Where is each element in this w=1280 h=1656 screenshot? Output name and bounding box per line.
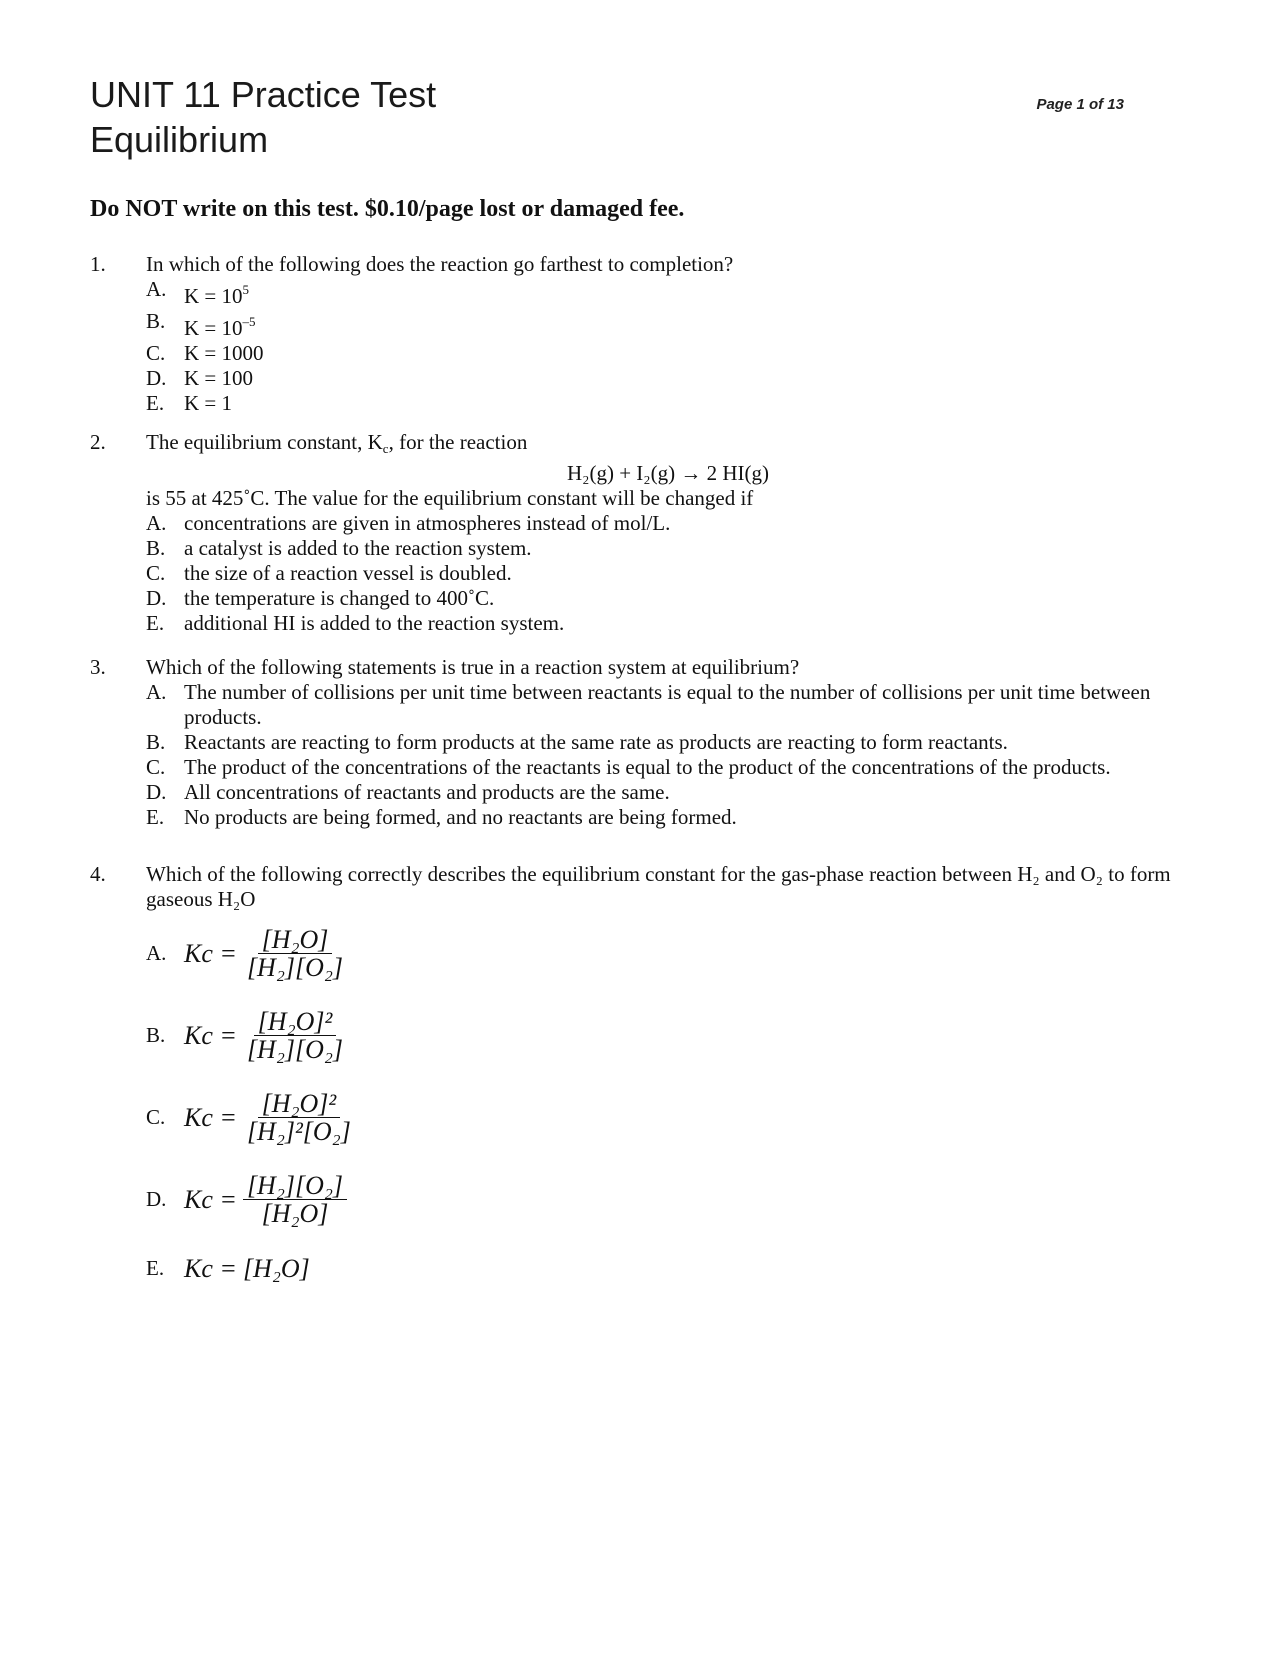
choice-letter: E. [146, 611, 165, 635]
kc-label: Kc = [184, 1020, 237, 1050]
fraction [243, 1006, 347, 1064]
choice-text: K = 1000 [184, 341, 264, 365]
choice-letter: A. [146, 511, 167, 535]
question-stem: Which of the following statements is true in a reaction system at equilibrium? [146, 655, 800, 679]
choice-b[interactable] [146, 730, 1190, 755]
choice-c[interactable] [146, 755, 1190, 780]
choice-e[interactable] [146, 805, 1190, 830]
numerator: [H₂O]² [254, 1009, 337, 1036]
choice-text: All concentrations of reactants and products are the same. [184, 780, 670, 804]
numerator: [H₂][O₂] [243, 1173, 347, 1200]
choice-letter: B. [146, 536, 166, 560]
choice-e[interactable] [146, 391, 1190, 416]
question-stem: In which of the following does the reaction go farthest to completion? [146, 252, 734, 276]
question-stem-continued: is 55 at 425˚C. The value for the equilibrium constant will be changed if [146, 486, 754, 510]
question-stem: Which of the following correctly describes the equilibrium constant for the gas-phase reaction between H₂ and O₂ to form gaseous H₂O [146, 862, 1171, 911]
kc-label: Kc = [184, 1253, 237, 1283]
choice-text: K = 10 [184, 316, 243, 340]
choice-text: No products are being formed, and no reactants are being formed. [184, 805, 737, 829]
choice-text: Reactants are reacting to form products at the same rate as products are reacting to form reactants. [184, 730, 1008, 754]
choice-text: K = 1 [184, 391, 233, 415]
numerator: [H₂O] [258, 927, 333, 954]
choice-letter: E. [146, 1255, 165, 1280]
question-2 [90, 430, 1190, 636]
choice-a[interactable] [146, 277, 1190, 309]
kc-label: Kc = [184, 1184, 237, 1214]
choice-letter: A. [146, 940, 167, 965]
kc-label: Kc = [184, 938, 237, 968]
choice-d[interactable] [146, 780, 1190, 805]
question-number: 3. [90, 655, 106, 679]
choice-letter: A. [146, 277, 167, 301]
fraction [243, 1088, 355, 1146]
choice-d[interactable] [146, 1158, 1190, 1240]
fraction [243, 924, 347, 982]
choice-text: concentrations are given in atmospheres instead of mol/L. [184, 511, 671, 535]
choice-b[interactable] [146, 994, 1190, 1076]
choice-text: the temperature is changed to 400˚C. [184, 586, 495, 610]
choice-letter: A. [146, 680, 167, 704]
expression: [H₂O] [242, 1253, 310, 1283]
denominator: [H₂][O₂] [246, 952, 344, 982]
choice-text: the size of a reaction vessel is doubled. [184, 561, 512, 585]
title-line-1: UNIT 11 Practice Test [90, 74, 437, 115]
choice-c[interactable] [146, 341, 1190, 366]
choice-letter: E. [146, 805, 165, 829]
choice-d[interactable] [146, 586, 1190, 611]
fraction [243, 1170, 347, 1228]
exponent: –5 [242, 314, 256, 329]
choice-d[interactable] [146, 366, 1190, 391]
denominator: [H₂][O₂] [246, 1034, 344, 1064]
question-number: 2. [90, 430, 106, 454]
exponent: 5 [242, 282, 250, 297]
question-1 [90, 252, 1190, 416]
choice-c[interactable] [146, 1076, 1190, 1158]
choice-a[interactable] [146, 511, 1190, 536]
choice-letter: D. [146, 780, 167, 804]
choice-letter: E. [146, 391, 165, 415]
choice-letter: D. [146, 1186, 167, 1211]
reaction-equation: H₂(g) + I₂(g) → 2 HI(g) [566, 461, 769, 485]
choice-text: The product of the concentrations of the reactants is equal to the product of the concentrations of the products. [184, 755, 1111, 779]
title-line-2: Equilibrium [90, 119, 269, 160]
document-title [90, 72, 436, 162]
choice-text: a catalyst is added to the reaction system. [184, 536, 532, 560]
choice-c[interactable] [146, 561, 1190, 586]
choice-b[interactable] [146, 309, 1190, 341]
question-3 [90, 655, 1190, 830]
choice-letter: C. [146, 561, 166, 585]
choice-letter: B. [146, 1022, 166, 1047]
choice-e[interactable] [146, 1240, 1190, 1296]
warning-notice: Do NOT write on this test. $0.10/page lost or damaged fee. [90, 196, 685, 222]
kc-label: Kc = [184, 1102, 237, 1132]
choice-letter: B. [146, 730, 166, 754]
choice-letter: C. [146, 341, 166, 365]
choice-text: additional HI is added to the reaction system. [184, 611, 565, 635]
choice-a[interactable] [146, 680, 1190, 730]
choice-text: K = 10 [184, 284, 243, 308]
choice-letter: C. [146, 755, 166, 779]
denominator: [H₂]²[O₂] [246, 1116, 351, 1146]
page-number: Page 1 of 13 [1036, 96, 1124, 113]
numerator: [H₂O]² [258, 1091, 341, 1118]
choice-letter: B. [146, 309, 166, 333]
question-number: 4. [90, 862, 106, 886]
question-number: 1. [90, 252, 106, 276]
choice-letter: D. [146, 586, 167, 610]
choice-text: The number of collisions per unit time between reactants is equal to the number of collisions per unit time between products. [184, 680, 1151, 729]
choice-letter: D. [146, 366, 167, 390]
choice-e[interactable] [146, 611, 1190, 636]
question-4 [90, 862, 1190, 1296]
choice-b[interactable] [146, 536, 1190, 561]
choice-text: K = 100 [184, 366, 254, 390]
denominator: [H₂O] [261, 1198, 329, 1228]
choice-a[interactable] [146, 912, 1190, 994]
choice-letter: C. [146, 1104, 166, 1129]
question-stem: The equilibrium constant, $K_c$, for the reaction [146, 430, 528, 456]
